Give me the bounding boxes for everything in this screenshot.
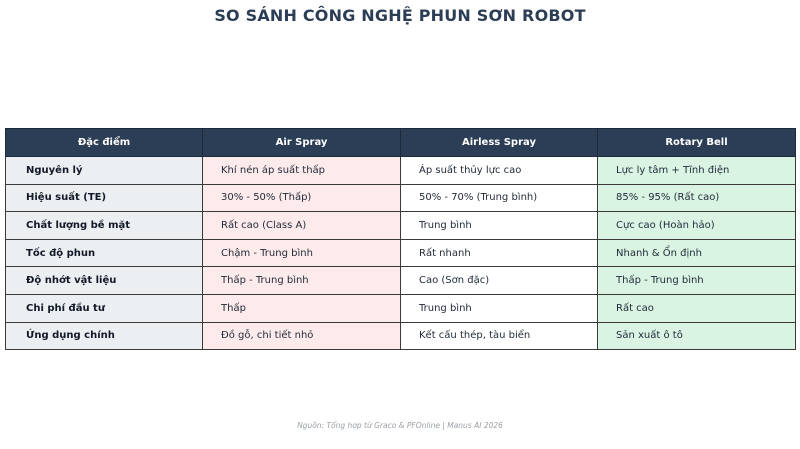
- airless-spray-cell: Trung bình: [401, 294, 598, 322]
- table-row: [6, 239, 796, 267]
- rotary-bell-cell: Lực ly tâm + Tĩnh điện: [598, 157, 796, 185]
- air-spray-cell: 30% - 50% (Thấp): [203, 184, 401, 212]
- table-row: [6, 157, 796, 185]
- row-label: Chất lượng bề mặt: [6, 212, 203, 240]
- airless-spray-cell: 50% - 70% (Trung bình): [401, 184, 598, 212]
- table-row: [6, 184, 796, 212]
- column-header-feature: Đặc điểm: [6, 129, 203, 157]
- air-spray-cell: Chậm - Trung bình: [203, 239, 401, 267]
- source-footnote: Nguồn: Tổng hợp từ Graco & PFOnline | Manus AI 2026: [297, 421, 503, 430]
- table-row: [6, 212, 796, 240]
- air-spray-cell: Rất cao (Class A): [203, 212, 401, 240]
- rotary-bell-cell: Nhanh & Ổn định: [598, 239, 796, 267]
- table-row: [6, 322, 796, 350]
- page-title: SO SÁNH CÔNG NGHỆ PHUN SƠN ROBOT: [214, 6, 586, 25]
- airless-spray-cell: Rất nhanh: [401, 239, 598, 267]
- rotary-bell-cell: Rất cao: [598, 294, 796, 322]
- comparison-table: [5, 128, 796, 350]
- airless-spray-cell: Trung bình: [401, 212, 598, 240]
- table-row: [6, 267, 796, 295]
- column-header-air-spray: Air Spray: [203, 129, 401, 157]
- rotary-bell-cell: Sản xuất ô tô: [598, 322, 796, 350]
- rotary-bell-cell: Thấp - Trung bình: [598, 267, 796, 295]
- row-label: Độ nhớt vật liệu: [6, 267, 203, 295]
- airless-spray-cell: Áp suất thủy lực cao: [401, 157, 598, 185]
- row-label: Tốc độ phun: [6, 239, 203, 267]
- rotary-bell-cell: Cực cao (Hoàn hảo): [598, 212, 796, 240]
- airless-spray-cell: Cao (Sơn đặc): [401, 267, 598, 295]
- column-header-rotary-bell: Rotary Bell: [598, 129, 796, 157]
- comparison-table-container: [5, 128, 795, 350]
- air-spray-cell: Thấp: [203, 294, 401, 322]
- table-row: [6, 294, 796, 322]
- air-spray-cell: Thấp - Trung bình: [203, 267, 401, 295]
- row-label: Hiệu suất (TE): [6, 184, 203, 212]
- air-spray-cell: Đồ gỗ, chi tiết nhỏ: [203, 322, 401, 350]
- row-label: Nguyên lý: [6, 157, 203, 185]
- air-spray-cell: Khí nén áp suất thấp: [203, 157, 401, 185]
- table-header-row: [6, 129, 796, 157]
- row-label: Ứng dụng chính: [6, 322, 203, 350]
- rotary-bell-cell: 85% - 95% (Rất cao): [598, 184, 796, 212]
- airless-spray-cell: Kết cấu thép, tàu biển: [401, 322, 598, 350]
- column-header-airless-spray: Airless Spray: [401, 129, 598, 157]
- row-label: Chi phí đầu tư: [6, 294, 203, 322]
